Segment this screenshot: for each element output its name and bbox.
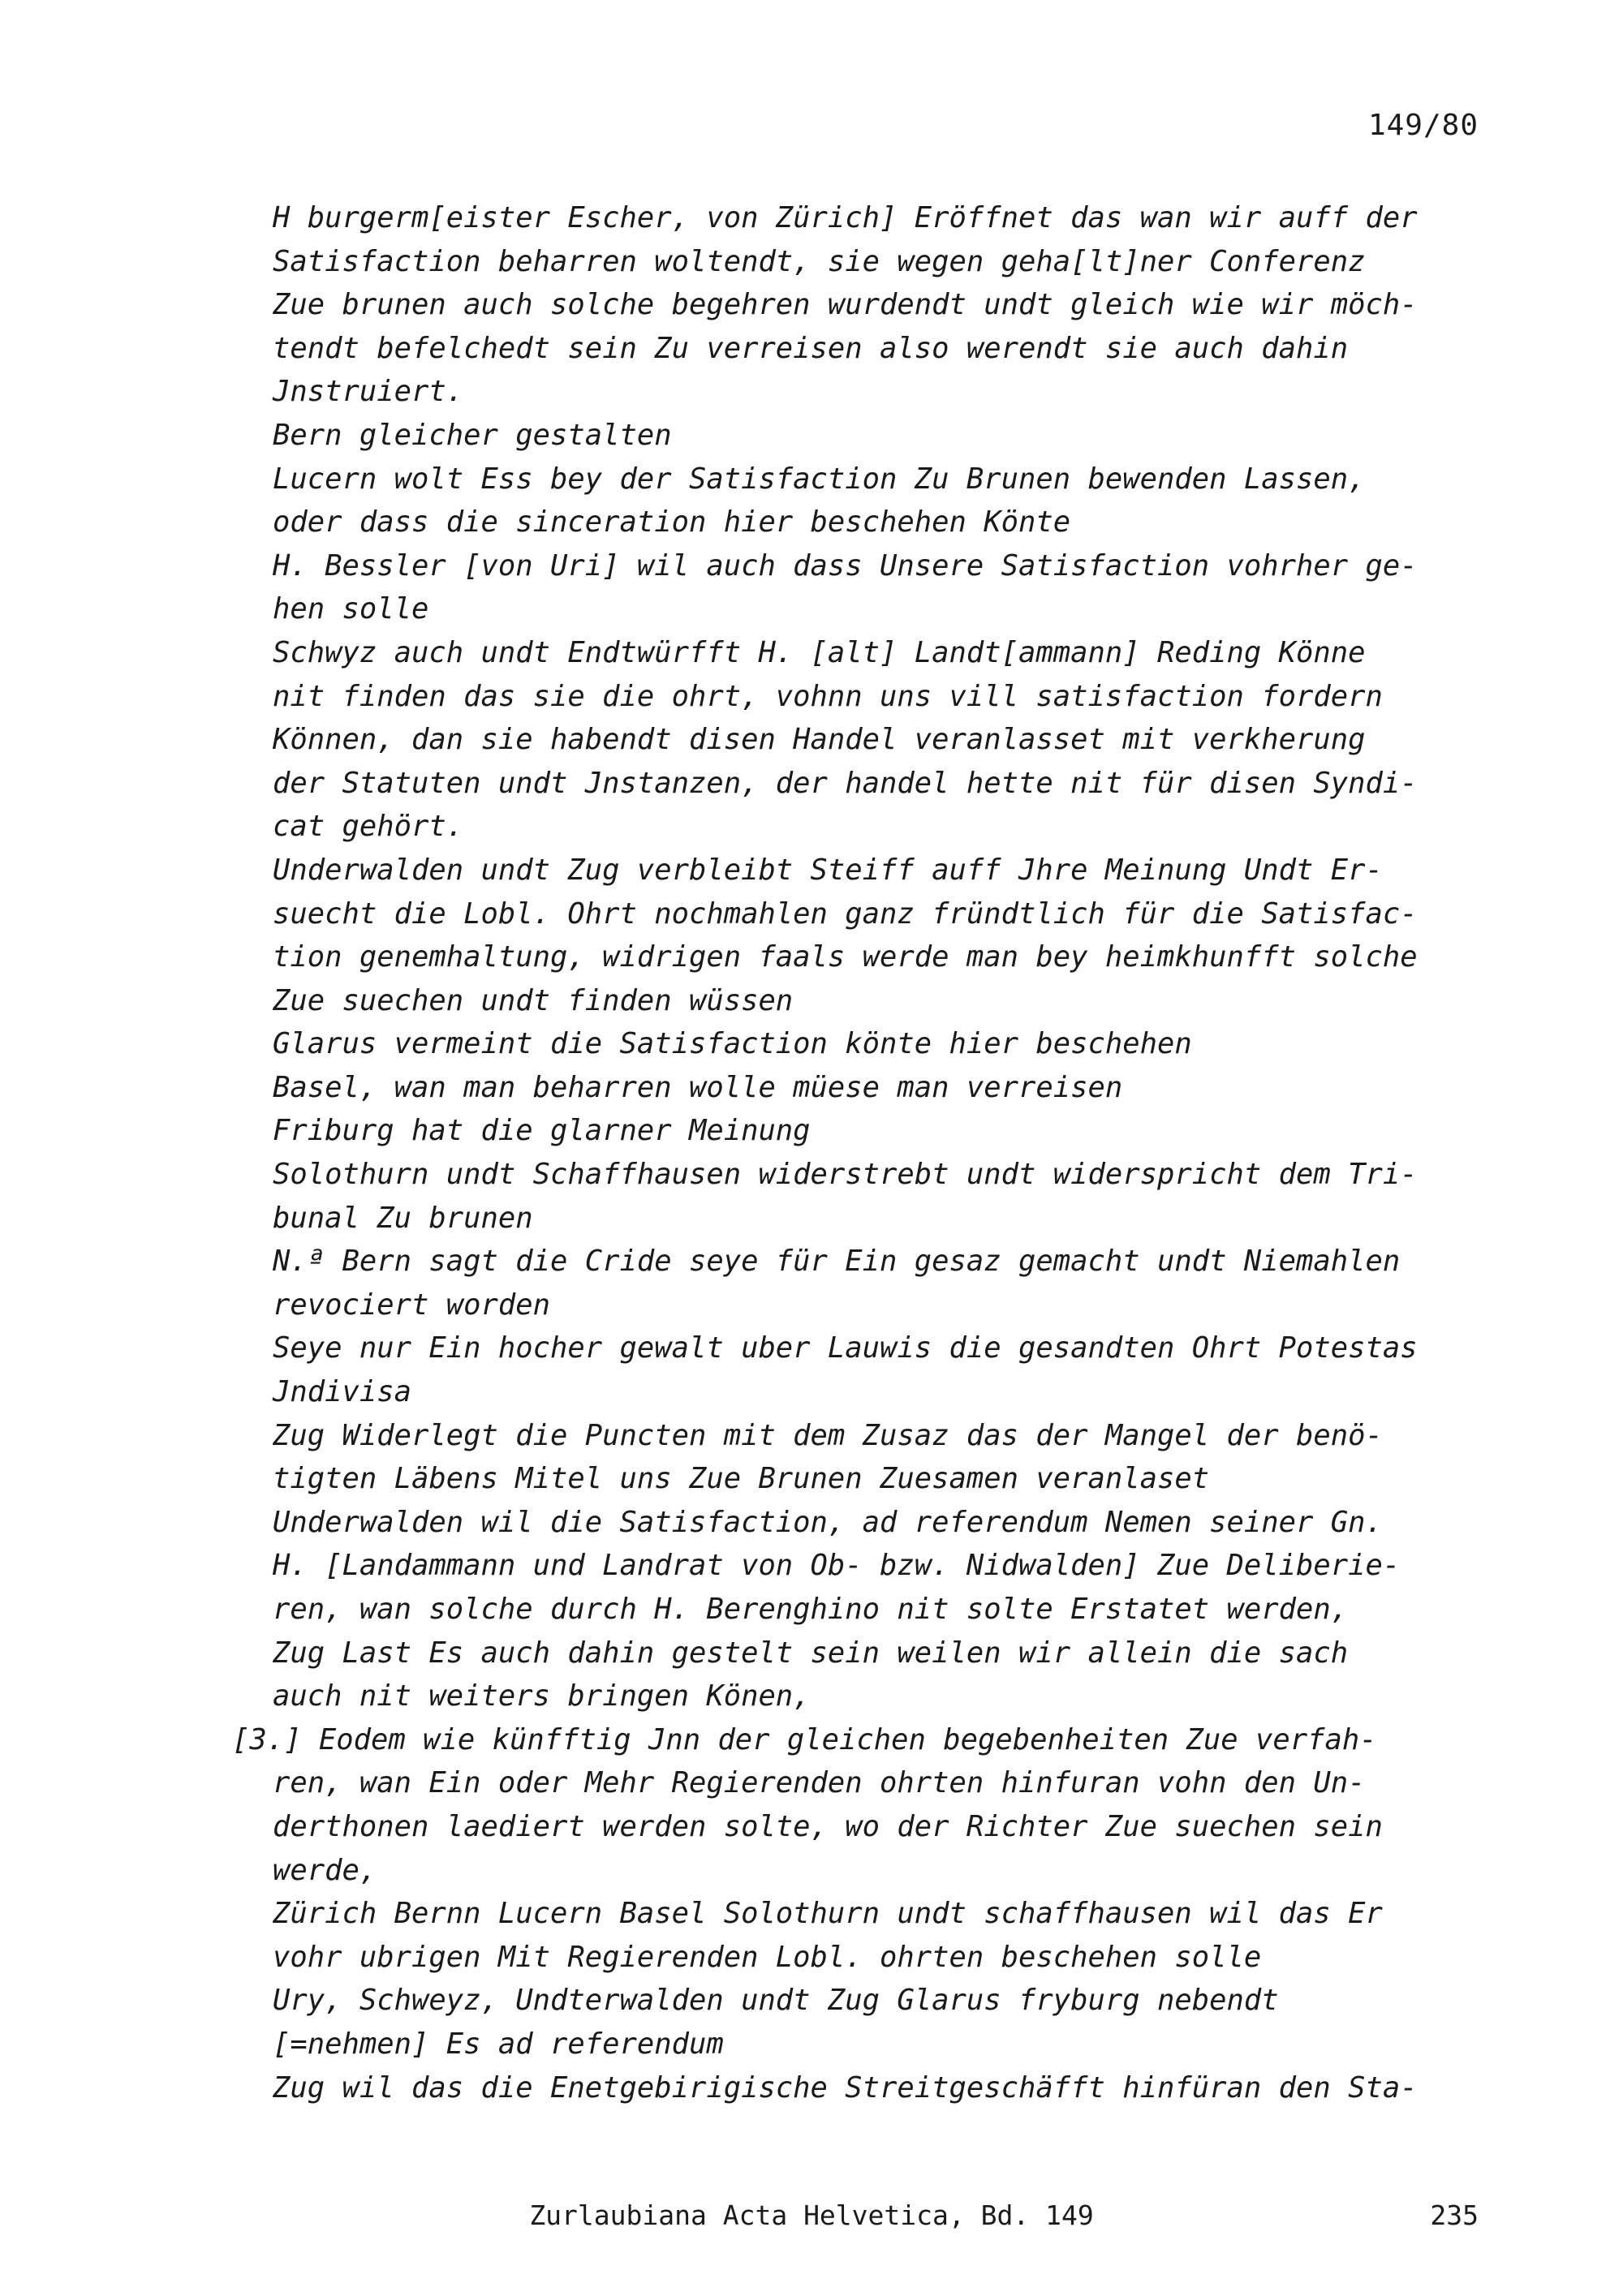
text-line: Zug Widerlegt die Puncten mit dem Zusaz das der Mangel der benö- bbox=[273, 1418, 1383, 1452]
text-line: Glarus vermeint die Satisfaction könte hier beschehen bbox=[273, 1027, 1192, 1061]
text-line: suecht die Lobl. Ohrt nochmahlen ganz fründtlich für die Satisfac- bbox=[273, 896, 1418, 931]
text-line: Friburg hat die glarner Meinung bbox=[273, 1114, 811, 1148]
text-line: ren, wan Ein oder Mehr Regierenden ohrten hinfuran vohn den Un- bbox=[273, 1766, 1366, 1800]
text-line: H. Bessler [von Uri] wil auch dass Unsere Satisfaction vohrher ge- bbox=[273, 548, 1418, 583]
text-line: Underwalden wil die Satisfaction, ad referendum Nemen seiner Gn. bbox=[273, 1505, 1383, 1539]
section-number-line: [3.] Eodem wie künfftig Jnn der gleichen begebenheiten Zue verfah- bbox=[232, 1722, 1377, 1756]
document-reference: 149/80 bbox=[1367, 109, 1479, 142]
text-line: auch nit weiters bringen Könen, bbox=[273, 1679, 811, 1713]
text-line: Zürich Bernn Lucern Basel Solothurn undt schaffhausen wil das Er bbox=[273, 1897, 1383, 1931]
text-line: [=nehmen] Es ad referendum bbox=[273, 2027, 724, 2061]
text-line: Seye nur Ein hocher gewalt uber Lauwis die gesandten Ohrt Potestas bbox=[273, 1331, 1418, 1365]
text-line: Lucern wolt Ess bey der Satisfaction Zu Brunen bewenden Lassen, bbox=[273, 462, 1366, 496]
text-line: Jnstruiert. bbox=[273, 375, 464, 409]
text-line: vohr ubrigen Mit Regierenden Lobl. ohrten beschehen solle bbox=[273, 1940, 1262, 1974]
text-line: Basel, wan man beharren wolle müese man verreisen bbox=[273, 1070, 1123, 1104]
text-line: H burgerm[eister Escher, von Zürich] Eröffnet das wan wir auff der bbox=[273, 201, 1418, 234]
transcription-body bbox=[232, 196, 1522, 2109]
text-line: H. [Landammann und Landrat von Ob- bzw. Nidwalden] Zue Deliberie- bbox=[273, 1549, 1401, 1583]
text-line: Jndivisa bbox=[273, 1375, 411, 1409]
text-line: tion genemhaltung, widrigen faals werde man bey heimkhunfft solche bbox=[273, 940, 1418, 974]
text-line: Solothurn undt Schaffhausen widerstrebt undt widerspricht dem Tri- bbox=[273, 1158, 1418, 1192]
text-line: Zue suechen undt finden wüssen bbox=[273, 983, 794, 1017]
text-line: Zue brunen auch solche begehren wurdendt undt gleich wie wir möch- bbox=[273, 288, 1418, 322]
text-line: Satisfaction beharren woltendt, sie wegen geha[lt]ner Conferenz bbox=[273, 244, 1366, 278]
text-line: Schwyz auch undt Endtwürfft H. [alt] Landt[ammann] Reding Könne bbox=[273, 635, 1366, 669]
text-line: ren, wan solche durch H. Berenghino nit solte Erstatet werden, bbox=[273, 1593, 1349, 1626]
text-line: Zug Last Es auch dahin gestelt sein weilen wir allein die sach bbox=[273, 1636, 1349, 1670]
text-line: revociert worden bbox=[273, 1288, 550, 1322]
page-number: 235 bbox=[1430, 2199, 1479, 2231]
text-line: oder dass die sinceration hier beschehen Könte bbox=[273, 505, 1071, 540]
text-line: N.ª Bern sagt die Cride seye für Ein gesaz gemacht undt Niemahlen bbox=[273, 1245, 1401, 1279]
text-line: werde, bbox=[273, 1853, 377, 1887]
text-line: bunal Zu brunen bbox=[273, 1201, 533, 1235]
text-line: der Statuten undt Jnstanzen, der handel hette nit für disen Syndi- bbox=[273, 766, 1418, 800]
text-line: derthonen laediert werden solte, wo der Richter Zue suechen sein bbox=[273, 1809, 1383, 1843]
text-line: tendt befelchedt sein Zu verreisen also werendt sie auch dahin bbox=[273, 331, 1349, 365]
text-line: hen solle bbox=[273, 592, 429, 626]
text-line: tigten Läbens Mitel uns Zue Brunen Zuesamen veranlaset bbox=[273, 1462, 1210, 1496]
text-line: Bern gleicher gestalten bbox=[273, 418, 672, 452]
text-line: Ury, Schweyz, Undterwalden undt Zug Glarus fryburg nebendt bbox=[273, 1984, 1279, 2018]
text-line: Zug wil das die Enetgebirigische Streitgeschäfft hinfüran den Sta- bbox=[273, 2070, 1418, 2105]
text-line: Underwalden undt Zug verbleibt Steiff auff Jhre Meinung Undt Er- bbox=[273, 853, 1383, 887]
publication-title: Zurlaubiana Acta Helvetica, Bd. 149 bbox=[529, 2199, 1094, 2231]
text-line: Können, dan sie habendt disen Handel veranlasset mit verkherung bbox=[273, 723, 1366, 757]
text-line: cat gehört. bbox=[273, 810, 464, 844]
text-line: nit finden das sie die ohrt, vohnn uns vill satisfaction fordern bbox=[273, 679, 1383, 713]
